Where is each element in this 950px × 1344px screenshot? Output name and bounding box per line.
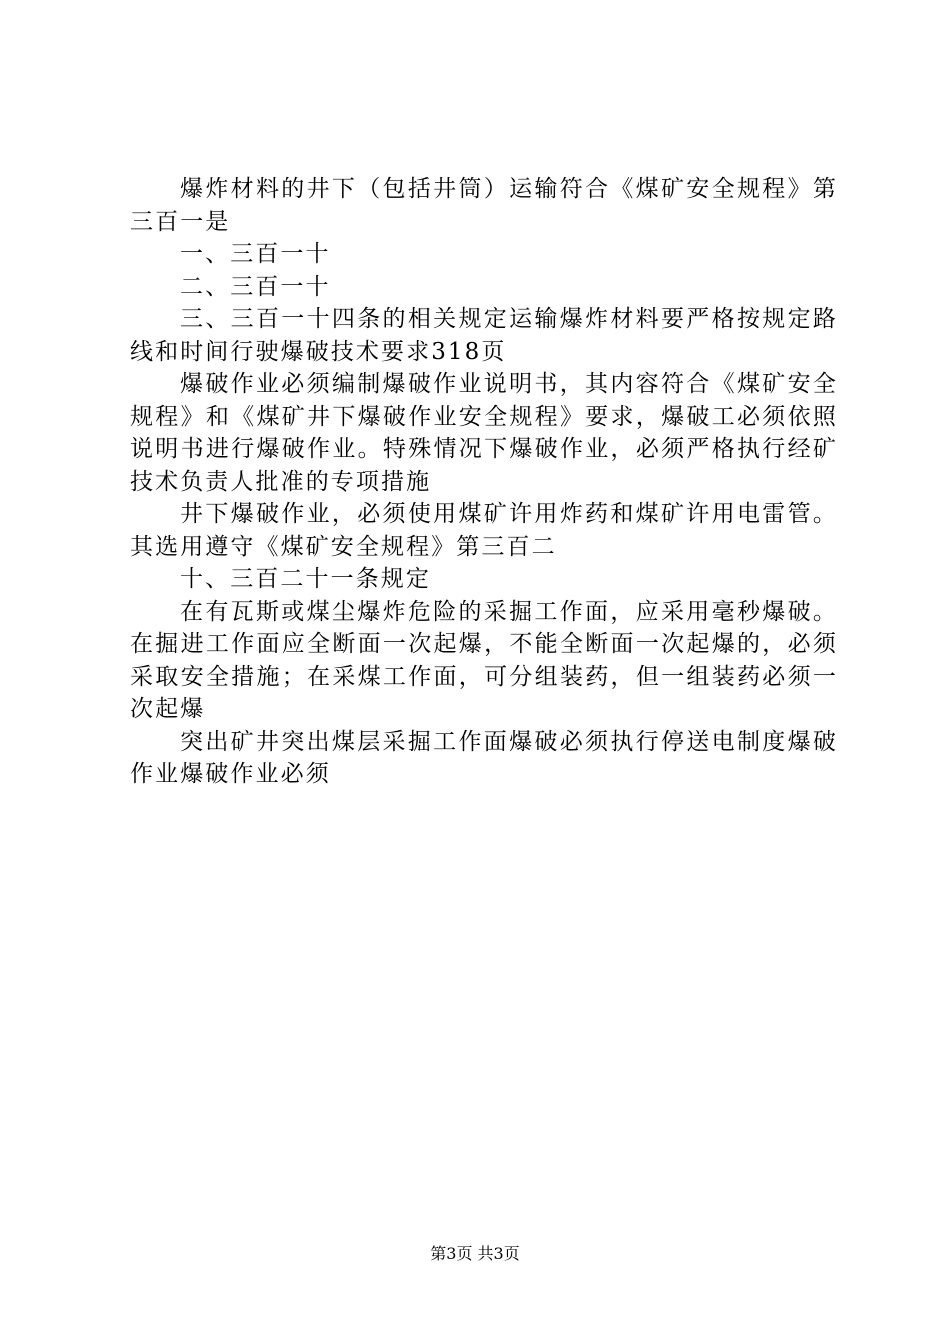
paragraph-4: 三、三百一十四条的相关规定运输爆炸材料要严格按规定路线和时间行驶爆破技术要求318页 bbox=[130, 306, 838, 365]
paragraph-1: 爆炸材料的井下（包括井筒）运输符合《煤矿安全规程》第三百一是 bbox=[130, 176, 838, 235]
paragraph-9: 突出矿井突出煤层采掘工作面爆破必须执行停送电制度爆破作业爆破作业必须 bbox=[130, 728, 838, 787]
paragraph-3: 二、三百一十 bbox=[180, 273, 331, 300]
page-footer bbox=[0, 1244, 950, 1264]
paragraph-2: 一、三百一十 bbox=[180, 241, 331, 267]
paragraph-5: 爆破作业必须编制爆破作业说明书，其内容符合《煤矿安全规程》和《煤矿井下爆破作业安全规程》要求，爆破工必须依照说明书进行爆破作业。特殊情况下爆破作业，必须严格执行经矿技术负责人批准的专项措施 bbox=[130, 371, 838, 495]
page-number-label: 第3页 共3页 bbox=[430, 1244, 520, 1263]
paragraph-8: 在有瓦斯或煤尘爆炸危险的采掘工作面，应采用毫秒爆破。在掘进工作面应全断面一次起爆，不能全断面一次起爆的，必须采取安全措施；在采煤工作面，可分组装药，但一组装药必须一次起爆 bbox=[130, 598, 838, 722]
document-body bbox=[130, 173, 838, 791]
paragraph-7: 十、三百二十一条规定 bbox=[180, 566, 431, 592]
paragraph-6: 井下爆破作业，必须使用煤矿许用炸药和煤矿许用电雷管。其选用遵守《煤矿安全规程》第三百二 bbox=[130, 501, 838, 560]
